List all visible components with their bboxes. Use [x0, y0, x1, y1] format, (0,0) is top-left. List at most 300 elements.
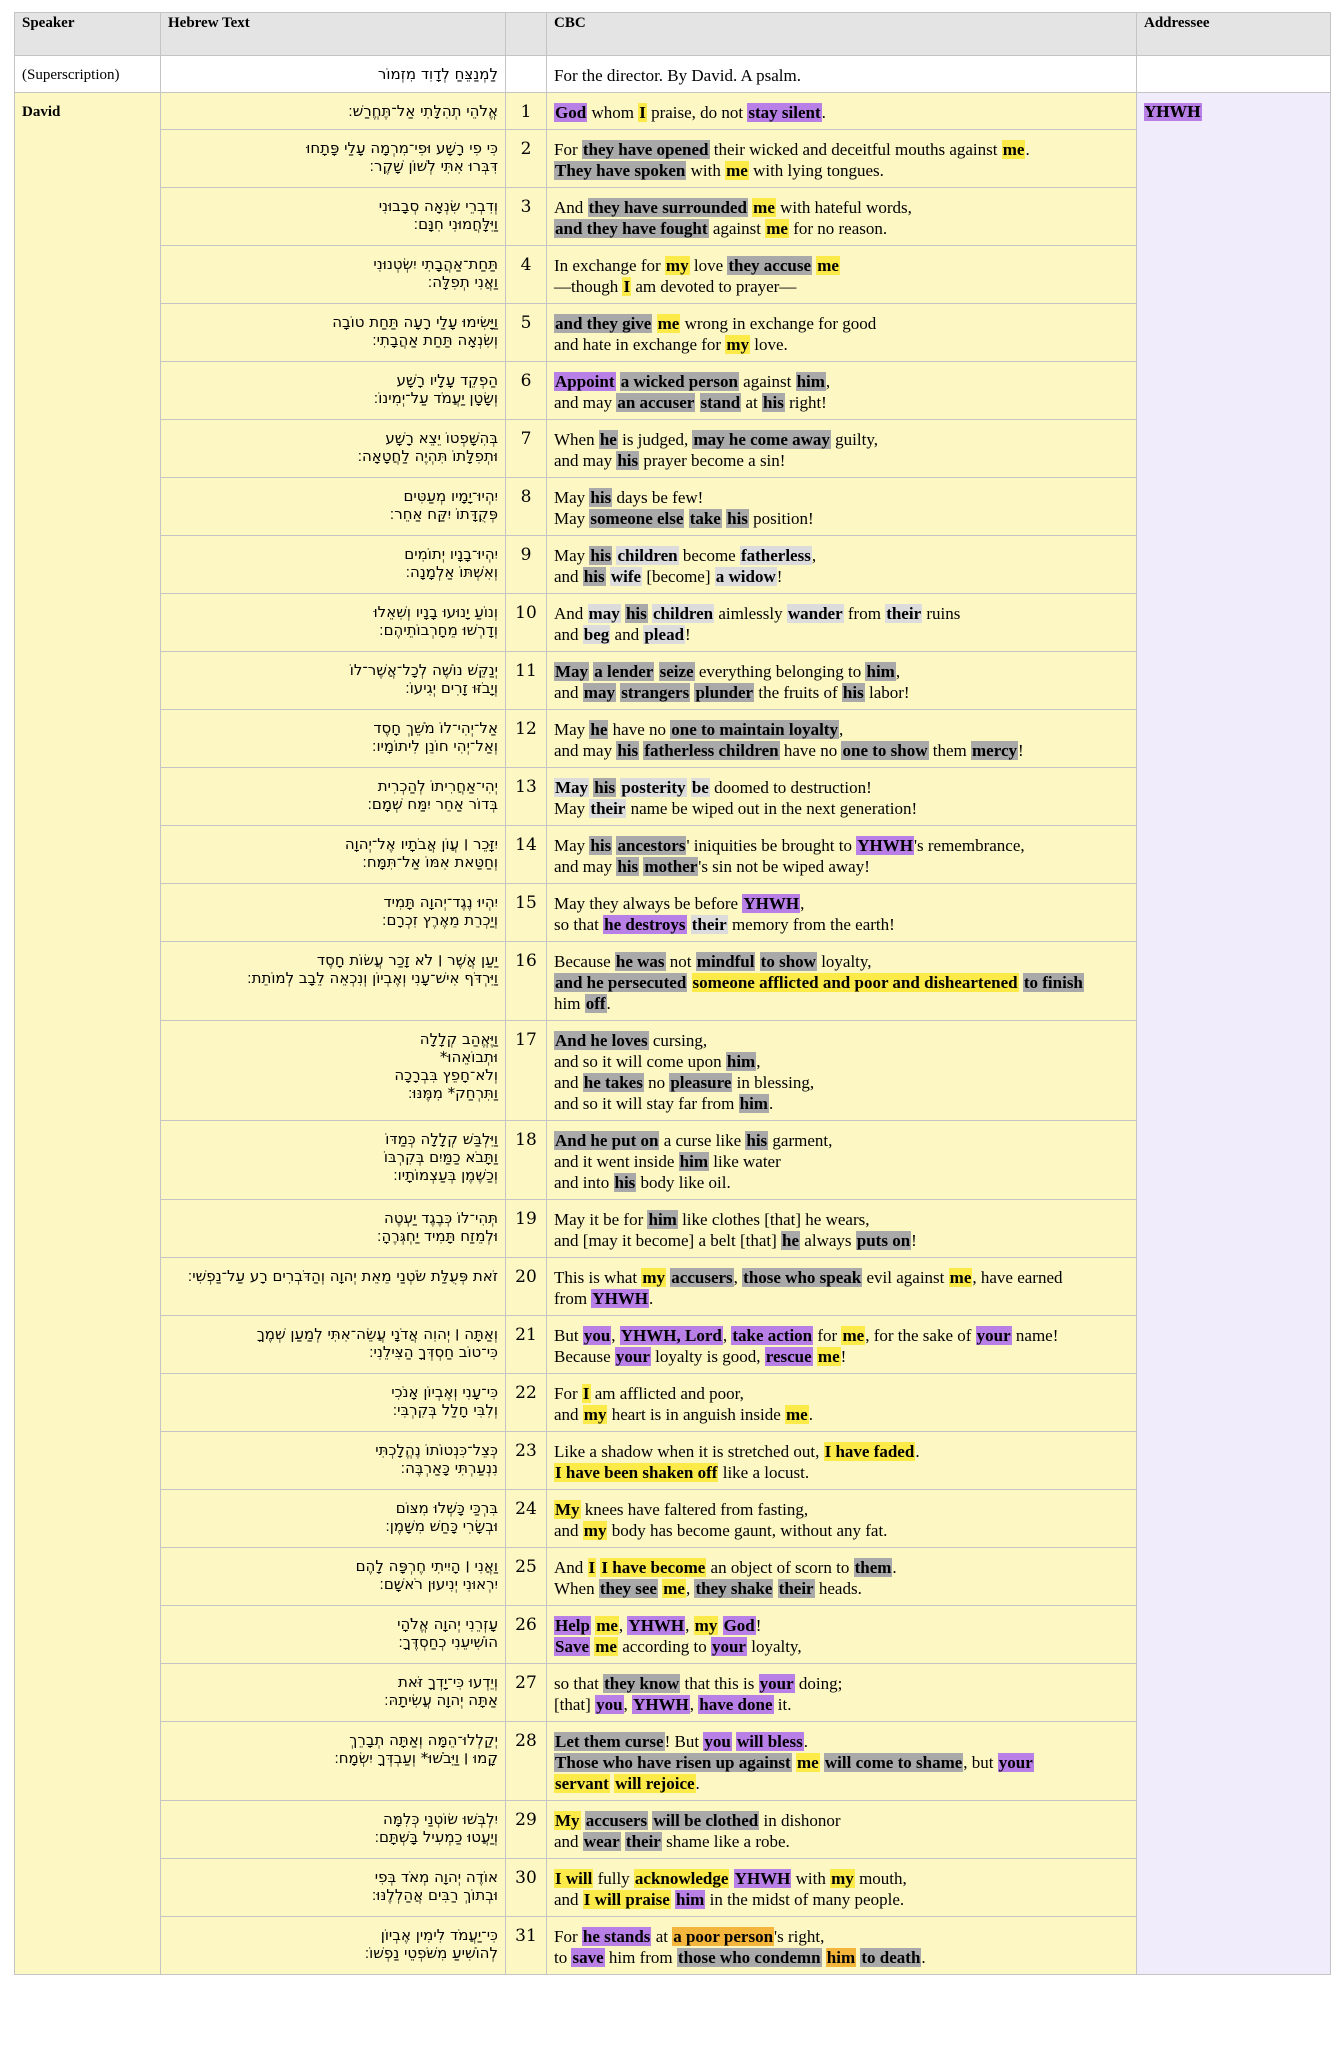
hebrew-line: לְהוֹשִׁיעַ מִשֹּׁפְטֵי נַפְשׁוֹ׃ — [364, 1944, 498, 1962]
speaker-label: David — [22, 104, 61, 120]
cbc-line: and his wife [become] a widow! — [554, 567, 783, 586]
hebrew-line: אַל־יְהִי־לוֹ מֹשֵׁךְ חָסֶד — [373, 719, 498, 737]
hebrew-line: עָזְרֵנִי יְהוָה אֱלֹהָי — [397, 1615, 498, 1633]
hebrew-line: קָמוּ ׀ וַיֵּבֹשׁוּ* וְעַבְדְּךָ יִשְׂמָח׃ — [334, 1749, 498, 1767]
hebrew-line: וּתְבוֹאֵהוּ* — [439, 1048, 498, 1066]
hebrew-line: וּבְתוֹךְ רַבִּים אֲהַלְלֶנּוּ׃ — [371, 1886, 498, 1904]
cbc-line: And may his children aimlessly wander from their ruins — [554, 604, 961, 623]
hebrew-cell — [161, 1374, 506, 1432]
highlighted-phrase: your — [976, 1326, 1011, 1345]
verse-number: 14 — [506, 826, 547, 884]
highlighted-phrase: they shake — [695, 1579, 773, 1598]
verse-number: 10 — [506, 594, 547, 652]
highlighted-phrase: him — [726, 1052, 756, 1071]
hebrew-line: יִלְבְּשׁוּ שׂוֹטְנַי כְּלִמָּה — [382, 1810, 498, 1828]
highlighted-phrase: me — [663, 1579, 685, 1598]
highlighted-phrase: I will praise — [583, 1890, 670, 1909]
cbc-cell — [547, 768, 1137, 826]
verse-row — [15, 1021, 1331, 1121]
hebrew-line: וַתָּבֹא כַמַּיִם בְּקִרְבּוֹ — [383, 1148, 498, 1166]
verse-row — [15, 188, 1331, 246]
hebrew-cell — [161, 478, 506, 536]
highlighted-phrase: an accuser — [617, 393, 695, 412]
verse-number: 31 — [506, 1917, 547, 1975]
cbc-cell — [547, 130, 1137, 188]
cbc-line: Because he was not mindful to show loyalty, — [554, 952, 872, 971]
cbc-line: May his posterity be doomed to destruction! — [555, 778, 872, 797]
cbc-cell — [547, 1490, 1137, 1548]
verse-row — [15, 362, 1331, 420]
cbc-line: from YHWH. — [554, 1289, 654, 1308]
cbc-line: and so it will come upon him, — [554, 1052, 761, 1071]
speaker-cell — [15, 93, 161, 1975]
verse-row — [15, 1801, 1331, 1859]
highlighted-phrase: take — [689, 509, 721, 528]
highlighted-phrase: Let them curse — [555, 1732, 664, 1751]
verse-row — [15, 594, 1331, 652]
verse-number: 16 — [506, 942, 547, 1021]
highlighted-phrase: YHWH — [743, 894, 800, 913]
highlighted-phrase: my — [831, 1869, 854, 1888]
verse-row — [15, 130, 1331, 188]
cbc-line: and may strangers plunder the fruits of his labor! — [554, 683, 910, 702]
highlighted-phrase: you — [583, 1326, 611, 1345]
highlighted-phrase: them — [854, 1558, 892, 1577]
cbc-line — [554, 972, 1129, 993]
highlighted-phrase: his — [590, 836, 612, 855]
hebrew-line: וְלֹא־חָפֵץ בִּבְרָכָה — [394, 1066, 498, 1084]
cbc-line: and [may it become] a belt [that] he always puts on! — [554, 1231, 917, 1250]
highlighted-phrase: pleasure — [670, 1073, 732, 1092]
hebrew-cell — [161, 1548, 506, 1606]
cbc-line: and I will praise him in the midst of many people. — [554, 1890, 905, 1909]
cbc-cell — [547, 536, 1137, 594]
cbc-cell — [547, 246, 1137, 304]
highlighted-phrase: his — [617, 857, 639, 876]
hebrew-line: בִּרְכַּי כָּשְׁלוּ מִצּוֹם — [395, 1499, 498, 1517]
table-body — [15, 56, 1331, 1975]
hebrew-cell — [161, 826, 506, 884]
highlighted-phrase: plunder — [695, 683, 754, 702]
hebrew-line: הוֹשִׁיעֵנִי כְחַסְדֶּךָ׃ — [398, 1633, 498, 1651]
hebrew-line: כִּי פִי רָשָׁע וּפִי־מִרְמָה עָלַי פָּתָחוּ — [306, 139, 498, 157]
verse-number: 28 — [506, 1722, 547, 1801]
highlighted-phrase: you — [596, 1695, 623, 1714]
cbc-line: May he have no one to maintain loyalty, — [554, 720, 844, 739]
highlighted-phrase: will come to shame — [824, 1753, 963, 1772]
hebrew-cell — [161, 1722, 506, 1801]
highlighted-phrase: one to show — [842, 741, 928, 760]
verse-number: 30 — [506, 1859, 547, 1917]
verse-row — [15, 652, 1331, 710]
cbc-line: May their name be wiped out in the next generation! — [554, 799, 918, 818]
highlighted-phrase: and they give — [555, 314, 652, 333]
cbc-cell — [547, 93, 1137, 130]
hebrew-line: וְלִבִּי חָלַל בְּקִרְבִּי׃ — [392, 1401, 498, 1419]
verse-number: 8 — [506, 478, 547, 536]
highlighted-phrase: me — [753, 198, 775, 217]
cbc-line: May they always be before YHWH, — [554, 894, 805, 913]
hebrew-cell — [161, 652, 506, 710]
highlighted-phrase: his — [842, 683, 864, 702]
cbc-line: When he is judged, may he come away guilty, — [554, 430, 878, 449]
highlighted-phrase: your — [998, 1753, 1033, 1772]
highlighted-phrase: seize — [659, 662, 694, 681]
highlighted-phrase: YHWH, Lord — [620, 1326, 722, 1345]
addressee-cell — [1137, 93, 1331, 1975]
header-addressee: Addressee — [1137, 13, 1331, 56]
highlighted-phrase: mother — [644, 857, 698, 876]
hebrew-line: וְנוֹעַ יָנוּעוּ בָנָיו וְשִׁאֵלוּ — [373, 603, 498, 621]
hebrew-cell — [161, 1606, 506, 1664]
highlighted-phrase: God — [723, 1616, 755, 1635]
highlighted-phrase: Those who have risen up against — [555, 1753, 791, 1772]
cbc-line: I have been shaken off like a locust. — [555, 1463, 810, 1482]
hebrew-line: כִּי־יַעֲמֹד לִימִין אֶבְיוֹן — [380, 1926, 498, 1944]
highlighted-phrase: their — [691, 915, 727, 934]
highlighted-phrase: to death — [861, 1948, 921, 1967]
hebrew-line: נִנְעַרְתִּי כָּאַרְבֶּה׃ — [400, 1459, 498, 1477]
highlighted-phrase: may — [583, 683, 615, 702]
highlighted-phrase: my — [583, 1521, 607, 1540]
superscription-hebrew: לַמְנַצֵּחַ לְדָוִד מִזְמוֹר — [161, 56, 506, 93]
highlighted-phrase: and he persecuted — [555, 973, 687, 992]
highlighted-phrase: fatherless children — [644, 741, 779, 760]
highlighted-phrase: you — [704, 1732, 731, 1751]
highlighted-phrase: his — [763, 393, 784, 412]
verse-row — [15, 246, 1331, 304]
hebrew-line: וּלְמֵזַח תָּמִיד יַחְגְּרֶהָ׃ — [377, 1227, 498, 1245]
highlighted-phrase: him — [796, 372, 825, 391]
verse-number: 3 — [506, 188, 547, 246]
highlighted-phrase: my — [694, 1616, 718, 1635]
highlighted-phrase: a poor person — [673, 1927, 774, 1946]
cbc-cell — [547, 1432, 1137, 1490]
highlighted-phrase: May — [555, 778, 589, 797]
hebrew-line: וַיִּלְבַּשׁ קְלָלָה כְּמַדּוֹ — [385, 1130, 498, 1148]
highlighted-phrase: me — [949, 1268, 972, 1287]
highlighted-phrase: posterity — [621, 778, 686, 797]
hebrew-line: אוֹדֶה יְהוָה מְאֹד בְּפִי — [374, 1868, 498, 1886]
hebrew-line: יִהְיוּ־בָנָיו יְתוֹמִים — [404, 545, 498, 563]
hebrew-cell — [161, 1490, 506, 1548]
highlighted-phrase: servant — [555, 1774, 609, 1793]
superscription-speaker: (Superscription) — [15, 56, 161, 93]
highlighted-phrase: I have faded — [824, 1442, 915, 1461]
highlighted-phrase: And he loves — [555, 1031, 648, 1050]
hebrew-line: וְיֵדְעוּ כִּי־יָדְךָ זֹּאת — [397, 1673, 498, 1691]
verse-row — [15, 826, 1331, 884]
verse-row — [15, 710, 1331, 768]
cbc-cell — [547, 594, 1137, 652]
hebrew-line: יְקַלְלוּ־הֵמָּה וְאַתָּה תְבָרֵךְ — [349, 1731, 498, 1749]
hebrew-cell — [161, 594, 506, 652]
hebrew-line: יִהְיוּ־יָמָיו מְעַטִּים — [403, 487, 498, 505]
hebrew-line: יְנַקֵּשׁ נוֹשֶׁה לְכָל־אֲשֶׁר־לוֹ — [349, 661, 498, 679]
highlighted-phrase: me — [726, 161, 748, 180]
cbc-line: My accusers will be clothed in dishonor — [555, 1811, 841, 1830]
highlighted-phrase: strangers — [621, 683, 690, 702]
highlighted-phrase: his — [594, 778, 616, 797]
verse-number: 11 — [506, 652, 547, 710]
hebrew-line: וַאֲנִי תְפִלָּה׃ — [427, 273, 498, 291]
cbc-cell — [547, 1548, 1137, 1606]
cbc-cell — [547, 1664, 1137, 1722]
hebrew-line: וְשָׂטָן יַעֲמֹד עַל־יְמִינוֹ׃ — [373, 389, 498, 407]
highlighted-phrase: him — [676, 1890, 705, 1909]
header-row — [15, 13, 1331, 56]
highlighted-phrase: they see — [599, 1579, 657, 1598]
highlighted-phrase: Save — [555, 1637, 589, 1656]
highlighted-phrase: someone afflicted and poor and disheartened — [692, 973, 1018, 992]
highlighted-phrase: children — [653, 604, 714, 623]
highlighted-phrase: me — [786, 1405, 808, 1424]
highlighted-phrase: me — [657, 314, 680, 333]
hebrew-line: יִזָּכֵר ׀ עֲוֹן אֲבֹתָיו אֶל־יְהוָה — [344, 835, 498, 853]
highlighted-phrase: your — [759, 1674, 794, 1693]
highlighted-phrase: to show — [760, 952, 816, 971]
cbc-line: Like a shadow when it is stretched out, I have faded. — [554, 1442, 920, 1461]
hebrew-line: וְכַשֶּׁמֶן בְּעַצְמוֹתָיו׃ — [393, 1166, 498, 1184]
hebrew-line: בְּדוֹר אַחֵר יִמַּח שְׁמָם׃ — [367, 795, 498, 813]
verse-row — [15, 942, 1331, 1021]
highlighted-phrase: he — [599, 430, 617, 449]
highlighted-phrase: me — [817, 256, 839, 275]
hebrew-line: כִּי־טוֹב חַסְדְּךָ הַצִּילֵנִי׃ — [369, 1343, 498, 1361]
cbc-line: so that they know that this is your doing; — [554, 1674, 843, 1693]
cbc-line: and my body has become gaunt, without any fat. — [554, 1521, 888, 1540]
cbc-line: This is what my accusers, those who speak evil against me, have earned — [554, 1268, 1063, 1287]
hebrew-line: הַפְקֵד עָלָיו רָשָׁע — [396, 371, 498, 389]
verse-row — [15, 768, 1331, 826]
hebrew-line: וְדִבְרֵי שִׂנְאָה סְבָבוּנִי — [378, 197, 498, 215]
highlighted-phrase: fatherless — [740, 546, 811, 565]
cbc-cell — [547, 1917, 1137, 1975]
hebrew-line: בְּהִשָּׁפְטוֹ יֵצֵא רָשָׁע — [385, 429, 498, 447]
cbc-line: Because your loyalty is good, rescue me! — [554, 1347, 847, 1366]
highlighted-phrase: they have surrounded — [588, 198, 747, 217]
highlighted-phrase: his — [583, 567, 605, 586]
cbc-line: In exchange for my love they accuse me — [554, 256, 839, 275]
hebrew-line: זֹאת פְּעֻלַּת שֹׂטְנַי מֵאֵת יְהוָה וְהַדֹּבְרִים רָע עַל־נַפְשִׁי׃ — [187, 1267, 498, 1285]
hebrew-line: וְדָרְשׁוּ מֵחָרְבוֹתֵיהֶם׃ — [379, 621, 498, 639]
highlighted-phrase: plead — [644, 625, 685, 644]
cbc-line: and wear their shame like a robe. — [554, 1832, 790, 1851]
highlighted-phrase: Appoint — [555, 372, 615, 391]
highlighted-phrase: YHWH — [734, 1869, 791, 1888]
cbc-line: And I I have become an object of scorn to them. — [554, 1558, 897, 1577]
hebrew-line: תְּהִי־לוֹ כְּבֶגֶד יַעְטֶה — [384, 1209, 498, 1227]
hebrew-line: וְשִׂנְאָה תַּחַת אַהֲבָתִי׃ — [372, 331, 498, 349]
highlighted-phrase: those who speak — [743, 1268, 862, 1287]
cbc-line: and they have fought against me for no reason. — [555, 219, 888, 238]
highlighted-phrase: I — [582, 1384, 590, 1403]
verse-row — [15, 304, 1331, 362]
highlighted-phrase: Help — [555, 1616, 590, 1635]
highlighted-phrase: someone else — [590, 509, 684, 528]
cbc-cell — [547, 710, 1137, 768]
hebrew-cell — [161, 1801, 506, 1859]
hebrew-line: כִּי־עָנִי וְאֶבְיוֹן אָנֹכִי — [391, 1383, 498, 1401]
cbc-cell — [547, 304, 1137, 362]
hebrew-cell — [161, 884, 506, 942]
superscription-addressee — [1137, 56, 1331, 93]
highlighted-phrase: to finish — [1023, 973, 1083, 992]
cbc-line: For he stands at a poor person's right, — [554, 1927, 825, 1946]
highlighted-phrase: ancestors — [617, 836, 686, 855]
highlighted-phrase: And he put on — [555, 1131, 659, 1150]
highlighted-phrase: their — [625, 1832, 661, 1851]
cbc-line: him off. — [554, 994, 611, 1013]
header-hebrew-text: Hebrew Text — [161, 13, 506, 56]
highlighted-phrase: he stands — [582, 1927, 651, 1946]
superscription-verse-number — [506, 56, 547, 93]
highlighted-phrase: They have spoken — [555, 161, 686, 180]
verse-number: 9 — [506, 536, 547, 594]
highlighted-phrase: my — [583, 1405, 607, 1424]
hebrew-line: תַּחַת־אַהֲבָתִי יִשְׂטְנוּנִי — [373, 255, 498, 273]
highlighted-phrase: I have been shaken off — [555, 1463, 718, 1482]
hebrew-line: דִּבְּרוּ אִתִּי לְשׁוֹן שָׁקֶר׃ — [369, 157, 498, 175]
verse-number: 22 — [506, 1374, 547, 1432]
highlighted-phrase: rescue — [765, 1347, 812, 1366]
header-cbc: CBC — [547, 13, 1137, 56]
hebrew-cell — [161, 768, 506, 826]
cbc-cell — [547, 478, 1137, 536]
highlighted-phrase: mindful — [696, 952, 755, 971]
verse-row — [15, 478, 1331, 536]
verse-number: 20 — [506, 1258, 547, 1316]
cbc-line: and so it will stay far from him. — [554, 1094, 774, 1113]
highlighted-phrase: stay silent — [748, 103, 821, 122]
highlighted-phrase: I will — [555, 1869, 593, 1888]
cbc-line: and may his fatherless children have no one to show them mercy! — [554, 741, 1024, 760]
cbc-cell — [547, 1121, 1137, 1200]
cbc-cell — [547, 362, 1137, 420]
highlighted-phrase: a lender — [594, 662, 654, 681]
hebrew-line: וְיַעֲטוּ כַמְעִיל בָּשְׁתָּם׃ — [374, 1828, 498, 1846]
cbc-cell — [547, 1200, 1137, 1258]
cbc-line: and he takes no pleasure in blessing, — [554, 1073, 815, 1092]
verse-row — [15, 1606, 1331, 1664]
cbc-line: Let them curse! But you will bless. — [555, 1732, 808, 1751]
highlighted-phrase: be — [691, 778, 709, 797]
header-verse-number — [506, 13, 547, 56]
highlighted-phrase: him — [826, 1948, 856, 1967]
hebrew-cell — [161, 1121, 506, 1200]
hebrew-line: יְהִי־אַחֲרִיתוֹ לְהַכְרִית — [377, 777, 498, 795]
verse-row — [15, 1432, 1331, 1490]
hebrew-cell — [161, 536, 506, 594]
highlighted-phrase: he takes — [583, 1073, 643, 1092]
highlighted-phrase: acknowledge — [634, 1869, 729, 1888]
cbc-line: And he put on a curse like his garment, — [555, 1131, 833, 1150]
hebrew-line: וַאֲנִי ׀ הָיִיתִי חֶרְפָּה לָהֶם — [355, 1557, 498, 1575]
highlighted-phrase: he destroys — [604, 915, 686, 934]
hebrew-line: וְיָבֹזּוּ זָרִים יְגִיעוֹ׃ — [405, 679, 498, 697]
verse-number: 18 — [506, 1121, 547, 1200]
cbc-line: For I am afflicted and poor, — [554, 1384, 744, 1403]
highlighted-phrase: accusers — [585, 1811, 648, 1830]
highlighted-phrase: children — [617, 546, 678, 565]
highlighted-phrase: they have opened — [582, 140, 709, 159]
cbc-cell — [547, 1606, 1137, 1664]
hebrew-line: יַעַן אֲשֶׁר ׀ לֹא זָכַר עֲשׂוֹת חָסֶד — [316, 951, 498, 969]
hebrew-line: וַיָּשִׂימוּ עָלַי רָעָה תַּחַת טוֹבָה — [332, 313, 498, 331]
cbc-line: They have spoken with me with lying tongues. — [555, 161, 884, 180]
hebrew-cell — [161, 1316, 506, 1374]
cbc-cell — [547, 420, 1137, 478]
verse-number: 26 — [506, 1606, 547, 1664]
cbc-line: and it went inside him like water — [554, 1152, 781, 1171]
highlighted-phrase: wander — [787, 604, 843, 623]
verse-number: 27 — [506, 1664, 547, 1722]
highlighted-phrase: May — [555, 662, 589, 681]
highlighted-phrase: his — [590, 488, 612, 507]
highlighted-phrase: accusers — [671, 1268, 733, 1287]
cbc-line: May his children become fatherless, — [554, 546, 817, 565]
verse-number: 23 — [506, 1432, 547, 1490]
cbc-line: And he loves cursing, — [555, 1031, 708, 1050]
cbc-line: to save him from those who condemn him to death. — [554, 1948, 926, 1967]
highlighted-phrase: will bless — [737, 1732, 803, 1751]
verse-row — [15, 1917, 1331, 1975]
highlighted-phrase: wear — [583, 1832, 620, 1851]
highlighted-phrase: YHWH — [857, 836, 913, 855]
highlighted-phrase: YHWH — [592, 1289, 649, 1308]
highlighted-phrase: and they have fought — [555, 219, 708, 238]
cbc-cell — [547, 884, 1137, 942]
highlighted-phrase: him — [739, 1094, 768, 1113]
verse-number: 21 — [506, 1316, 547, 1374]
highlighted-phrase: beg — [583, 625, 610, 644]
highlighted-phrase: me — [796, 1753, 819, 1772]
highlighted-phrase: YHWH — [633, 1695, 689, 1714]
highlighted-phrase: his — [590, 546, 612, 565]
cbc-cell — [547, 1801, 1137, 1859]
hebrew-line: וַיֶּאֱהַב קְלָלָה — [419, 1030, 498, 1048]
hebrew-line: וְאַתָּה ׀ יְהוִה אֲדֹנָי עֲשֵׂה־אִתִּי לְמַעַן שְׁמֶךָ — [256, 1325, 498, 1343]
verse-row — [15, 1490, 1331, 1548]
highlighted-phrase: me — [595, 1637, 617, 1656]
hebrew-cell — [161, 246, 506, 304]
header-speaker: Speaker — [15, 13, 161, 56]
hebrew-cell — [161, 362, 506, 420]
highlighted-phrase: his — [617, 741, 639, 760]
verse-row — [15, 1374, 1331, 1432]
superscription-cbc: For the director. By David. A psalm. — [547, 56, 1137, 93]
highlighted-phrase: him — [679, 1152, 708, 1171]
highlighted-phrase: will rejoice — [615, 1774, 695, 1793]
verse-number: 7 — [506, 420, 547, 478]
hebrew-cell — [161, 1258, 506, 1316]
hebrew-line: אֱלֹהֵי תְהִלָּתִי אַל־תֶּחֱרַשׁ׃ — [348, 102, 498, 120]
hebrew-cell — [161, 1432, 506, 1490]
highlighted-phrase: those who condemn — [677, 1948, 821, 1967]
highlighted-phrase: may — [588, 604, 620, 623]
highlighted-phrase: off — [585, 994, 606, 1013]
addressee-label: YHWH — [1145, 103, 1201, 121]
hebrew-line: וּתְפִלָּתוֹ תִּהְיֶה לַחֲטָאָה׃ — [357, 447, 498, 465]
highlighted-phrase: My — [555, 1811, 580, 1830]
hebrew-line: וְחַטַּאת אִמּוֹ אַל־תִּמָּח׃ — [362, 853, 498, 871]
verse-row — [15, 1258, 1331, 1316]
highlighted-phrase: I — [639, 103, 646, 122]
highlighted-phrase: mercy — [972, 741, 1017, 760]
cbc-line: [that] you, YHWH, have done it. — [554, 1695, 792, 1714]
verse-number: 19 — [506, 1200, 547, 1258]
hebrew-line: וַיִּלָּחֲמוּנִי חִנָּם׃ — [413, 215, 498, 233]
